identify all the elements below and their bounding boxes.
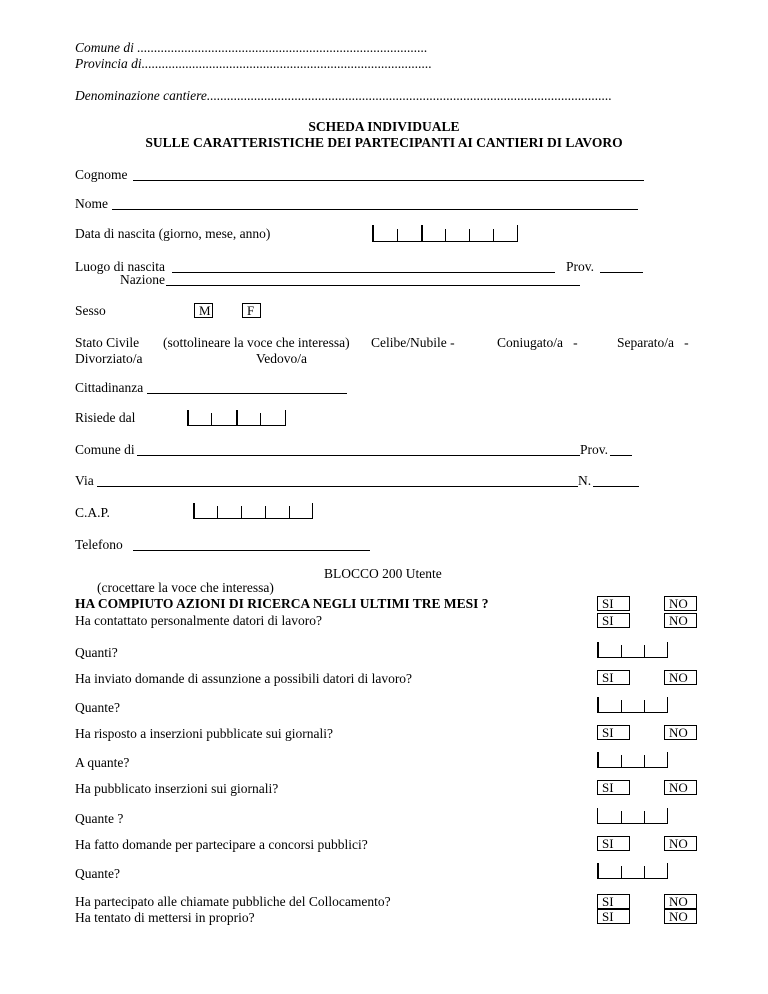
blocco-note: (crocettare la voce che interessa) — [97, 580, 274, 595]
prov-res-label: Prov. — [580, 442, 609, 457]
prov-field[interactable] — [600, 272, 643, 273]
q3-si-box[interactable]: SI — [597, 725, 630, 740]
q5-label: Ha fatto domande per partecipare a concorsi pubblici? — [75, 837, 368, 852]
q5-no-box[interactable]: NO — [664, 836, 697, 851]
q4-label: Ha pubblicato inserzioni sui giornali? — [75, 781, 279, 796]
nazione-label: Nazione — [120, 272, 165, 287]
q3-no-box[interactable]: NO — [664, 725, 697, 740]
q5-si-box[interactable]: SI — [597, 836, 630, 851]
data-nascita-label: Data di nascita (giorno, mese, anno) — [75, 226, 271, 241]
q6-no-box[interactable]: NO — [664, 894, 697, 909]
comune-res-label: Comune di — [75, 442, 135, 457]
via-label: Via — [75, 473, 94, 488]
divorziato-option[interactable]: Divorziato/a — [75, 351, 143, 366]
cittadinanza-field[interactable] — [147, 393, 347, 394]
risiede-label: Risiede dal — [75, 410, 136, 425]
nome-field[interactable] — [112, 209, 638, 210]
telefono-field[interactable] — [133, 550, 370, 551]
separato-option[interactable]: Separato/a - — [617, 335, 689, 350]
vedovo-option[interactable]: Vedovo/a — [256, 351, 307, 366]
sesso-label: Sesso — [75, 303, 106, 318]
prov-res-field[interactable] — [610, 455, 632, 456]
sottolineare-note: (sottolineare la voce che interessa) — [163, 335, 350, 350]
cap-label: C.A.P. — [75, 505, 110, 520]
heading-si-box[interactable]: SI — [597, 596, 630, 611]
comune-res-field[interactable] — [137, 455, 580, 456]
q5b-label: Quante? — [75, 866, 120, 881]
nazione-field[interactable] — [166, 285, 580, 286]
cittadinanza-label: Cittadinanza — [75, 380, 144, 395]
cognome-field[interactable] — [133, 180, 644, 181]
blocco-heading: HA COMPIUTO AZIONI DI RICERCA NEGLI ULTIMI TRE MESI ? — [75, 596, 489, 611]
blocco-title: BLOCCO 200 Utente — [324, 566, 442, 581]
luogo-nascita-label: Luogo di nascita — [75, 259, 165, 274]
q7-label: Ha tentato di mettersi in proprio? — [75, 910, 255, 925]
q6-si-box[interactable]: SI — [597, 894, 630, 909]
telefono-label: Telefono — [75, 537, 123, 552]
q3b-label: A quante? — [75, 755, 130, 770]
numero-field[interactable] — [593, 486, 639, 487]
q3-label: Ha risposto a inserzioni pubblicate sui giornali? — [75, 726, 333, 741]
q1-label: Ha contattato personalmente datori di lavoro? — [75, 613, 323, 628]
prov-label: Prov. — [566, 259, 595, 274]
celibe-option[interactable]: Celibe/Nubile - — [371, 335, 455, 350]
q6-label: Ha partecipato alle chiamate pubbliche del Collocamento? — [75, 894, 391, 909]
q4b-label: Quante ? — [75, 811, 124, 826]
luogo-nascita-field[interactable] — [172, 272, 555, 273]
cantiere-header: Denominazione cantiere........................................................................................................................ — [75, 88, 612, 103]
q2-label: Ha inviato domande di assunzione a possibili datori di lavoro? — [75, 671, 413, 686]
comune-header: Comune di ...................................................................................... — [75, 40, 428, 55]
q4-no-box[interactable]: NO — [664, 780, 697, 795]
q1b-label: Quanti? — [75, 645, 118, 660]
heading-no-box[interactable]: NO — [664, 596, 697, 611]
nome-label: Nome — [75, 196, 108, 211]
title-line1: SCHEDA INDIVIDUALE — [308, 119, 460, 134]
q2-no-box[interactable]: NO — [664, 670, 697, 685]
title-line2: SULLE CARATTERISTICHE DEI PARTECIPANTI AI CANTIERI DI LAVORO — [145, 135, 623, 150]
stato-civile-label: Stato Civile — [75, 335, 140, 350]
q2-si-box[interactable]: SI — [597, 670, 630, 685]
q4-si-box[interactable]: SI — [597, 780, 630, 795]
q1-no-box[interactable]: NO — [664, 613, 697, 628]
q2b-label: Quante? — [75, 700, 120, 715]
provincia-header: Provincia di...................................................................................... — [75, 56, 432, 71]
numero-label: N. — [578, 473, 592, 488]
sesso-f-box[interactable]: F — [242, 303, 261, 318]
sesso-m-box[interactable]: M — [194, 303, 213, 318]
q7-si-box[interactable]: SI — [597, 909, 630, 924]
cognome-label: Cognome — [75, 167, 128, 182]
q7-no-box[interactable]: NO — [664, 909, 697, 924]
via-field[interactable] — [97, 486, 578, 487]
q1-si-box[interactable]: SI — [597, 613, 630, 628]
coniugato-option[interactable]: Coniugato/a - — [497, 335, 578, 350]
